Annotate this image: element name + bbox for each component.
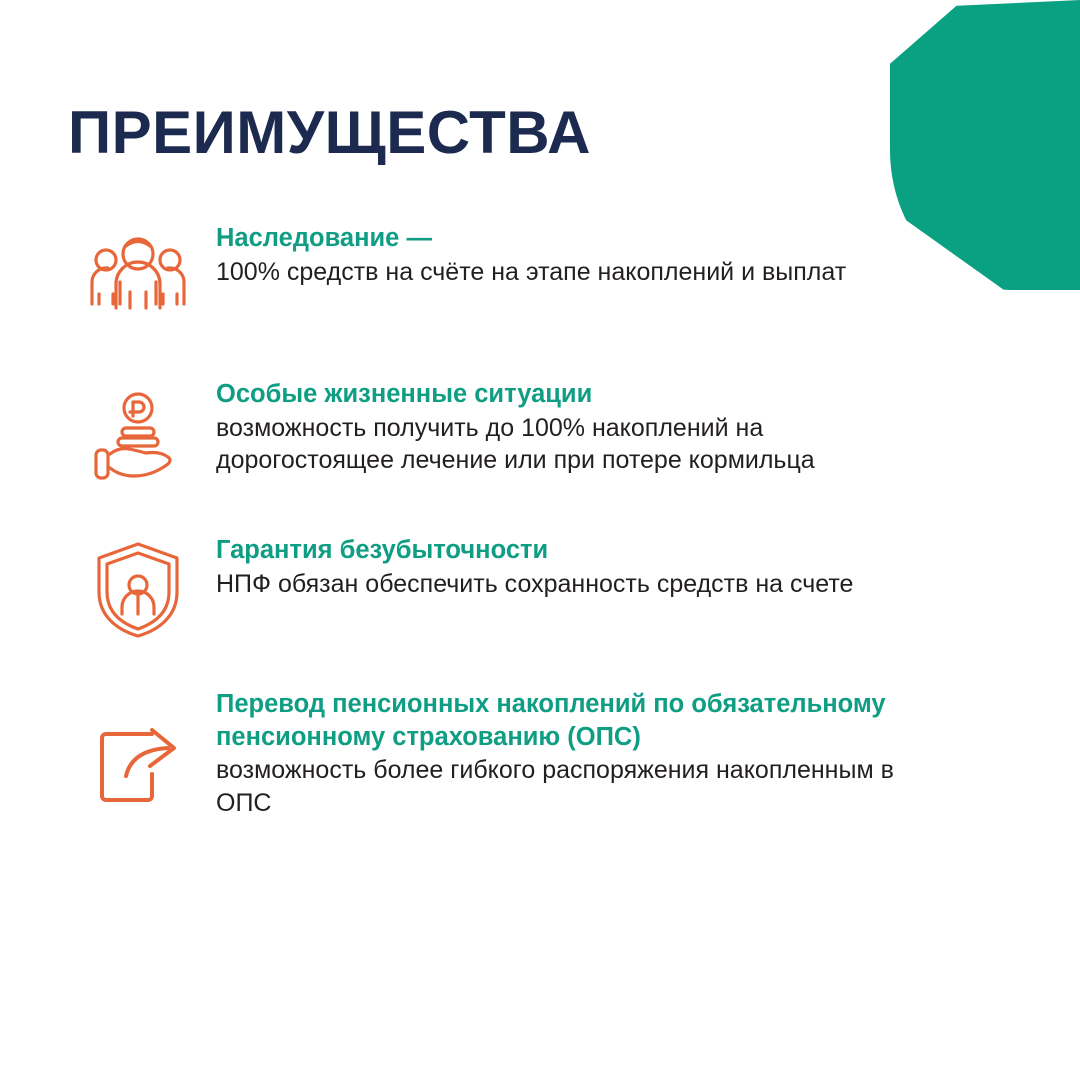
transfer-arrow-icon <box>78 688 198 810</box>
list-item-body: возможность более гибкого распоряжения накопленным в ОПС <box>216 756 894 817</box>
family-icon <box>78 222 198 316</box>
list-item-text <box>216 534 1080 600</box>
list-item <box>0 378 1080 488</box>
hand-with-coins-ruble-icon <box>78 378 198 488</box>
list-item-heading: Наследование — <box>216 224 432 252</box>
list-item-text <box>216 222 1080 288</box>
list-item-heading: Особые жизненные ситуации <box>216 380 593 408</box>
list-item-text <box>216 378 1080 477</box>
list-item <box>0 688 1080 819</box>
list-item <box>0 222 1080 316</box>
page-title: ПРЕИМУЩЕСТВА <box>68 99 591 167</box>
list-item-body: 100% средств на счёте на этапе накоплений и выплат <box>216 257 847 286</box>
list-item <box>0 534 1080 640</box>
list-item-heading: Перевод пенсионных накоплений по обязательному пенсионному страхованию (ОПС) <box>216 690 886 751</box>
list-item-body: возможность получить до 100% накоплений на дорогостоящее лечение или при потере кормильца <box>216 413 815 475</box>
advantages-list <box>0 222 1080 819</box>
shield-person-icon <box>78 534 198 640</box>
list-item-text <box>216 688 1080 819</box>
list-item-body: НПФ обязан обеспечить сохранность средств на счете <box>216 569 854 598</box>
list-item-heading: Гарантия безубыточности <box>216 536 549 564</box>
